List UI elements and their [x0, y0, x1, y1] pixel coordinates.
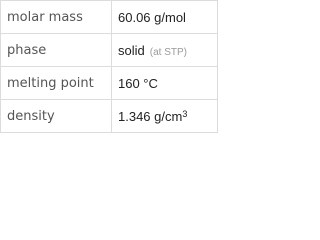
melting-point-value: 160 °C	[112, 67, 218, 100]
melting-point-label: melting point	[1, 67, 112, 100]
phase-value: solid	[118, 42, 145, 58]
properties-table	[0, 0, 218, 133]
density-label: density	[1, 100, 112, 133]
phase-value-cell	[112, 34, 218, 67]
table-row	[1, 34, 218, 67]
phase-label: phase	[1, 34, 112, 67]
density-exponent: 3	[182, 108, 188, 119]
table-row	[1, 67, 218, 100]
phase-note: (at STP)	[149, 46, 187, 58]
density-value: 1.346 g/cm	[118, 108, 183, 124]
table-row	[1, 100, 218, 133]
molar-mass-value: 60.06 g/mol	[112, 1, 218, 34]
table-row	[1, 1, 218, 34]
molar-mass-label: molar mass	[1, 1, 112, 34]
density-value-cell	[112, 100, 218, 133]
